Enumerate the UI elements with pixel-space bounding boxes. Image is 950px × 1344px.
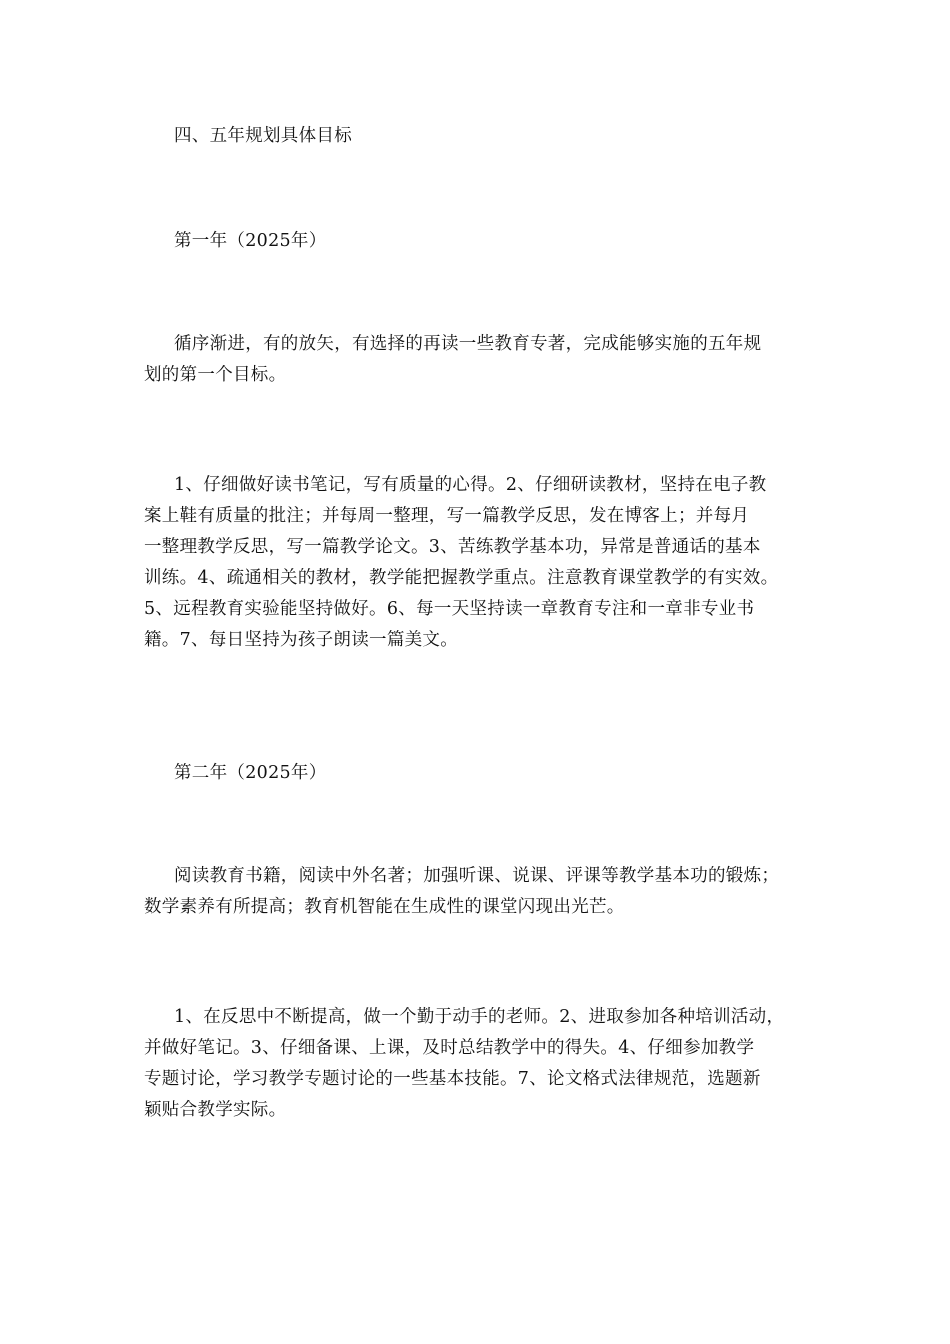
year2-heading-text: 第二年（2025年） <box>174 763 327 783</box>
paragraph-line: 循序渐进，有的放矢，有选择的再读一些教育专著，完成能够实施的五年规 <box>174 334 762 354</box>
paragraph-line: 训练。4、疏通相关的教材，教学能把握教学重点。注意教育课堂教学的有实效。 <box>144 568 779 588</box>
paragraph-line: 5、远程教育实验能坚持做好。6、每一天坚持读一章教育专注和一章非专业书 <box>144 599 755 619</box>
paragraph-line: 1、仔细做好读书笔记，写有质量的心得。2、仔细研读教材，坚持在电子教 <box>174 475 767 495</box>
year1-heading <box>144 226 854 257</box>
paragraph-line: 1、在反思中不断提高，做一个勤于动手的老师。2、进取参加各种培训活动， <box>174 1007 785 1027</box>
paragraph-line: 并做好笔记。3、仔细备课、上课，及时总结教学中的得失。4、仔细参加教学 <box>144 1038 755 1058</box>
year2-items-paragraph <box>144 1002 824 1126</box>
paragraph-line: 颖贴合教学实际。 <box>144 1100 287 1120</box>
paragraph-line: 划的第一个目标。 <box>144 365 287 385</box>
section-heading <box>144 121 854 152</box>
paragraph-line: 一整理教学反思，写一篇教学论文。3、苦练教学基本功，异常是普通话的基本 <box>144 537 761 557</box>
year1-items-paragraph <box>144 470 824 656</box>
paragraph-line: 籍。7、每日坚持为孩子朗读一篇美文。 <box>144 630 459 650</box>
year2-heading <box>144 758 854 789</box>
section-heading-text: 四、五年规划具体目标 <box>174 126 352 146</box>
paragraph-line: 阅读教育书籍，阅读中外名著；加强听课、说课、评课等教学基本功的锻炼； <box>174 866 780 886</box>
year1-intro-paragraph <box>144 329 824 391</box>
paragraph-line: 数学素养有所提高；教育机智能在生成性的课堂闪现出光芒。 <box>144 897 625 917</box>
year1-heading-text: 第一年（2025年） <box>174 231 327 251</box>
year2-intro-paragraph <box>144 861 824 923</box>
paragraph-line: 案上鞋有质量的批注；并每周一整理，写一篇教学反思，发在博客上；并每月 <box>144 506 750 526</box>
paragraph-line: 专题讨论，学习教学专题讨论的一些基本技能。7、论文格式法律规范，选题新 <box>144 1069 761 1089</box>
